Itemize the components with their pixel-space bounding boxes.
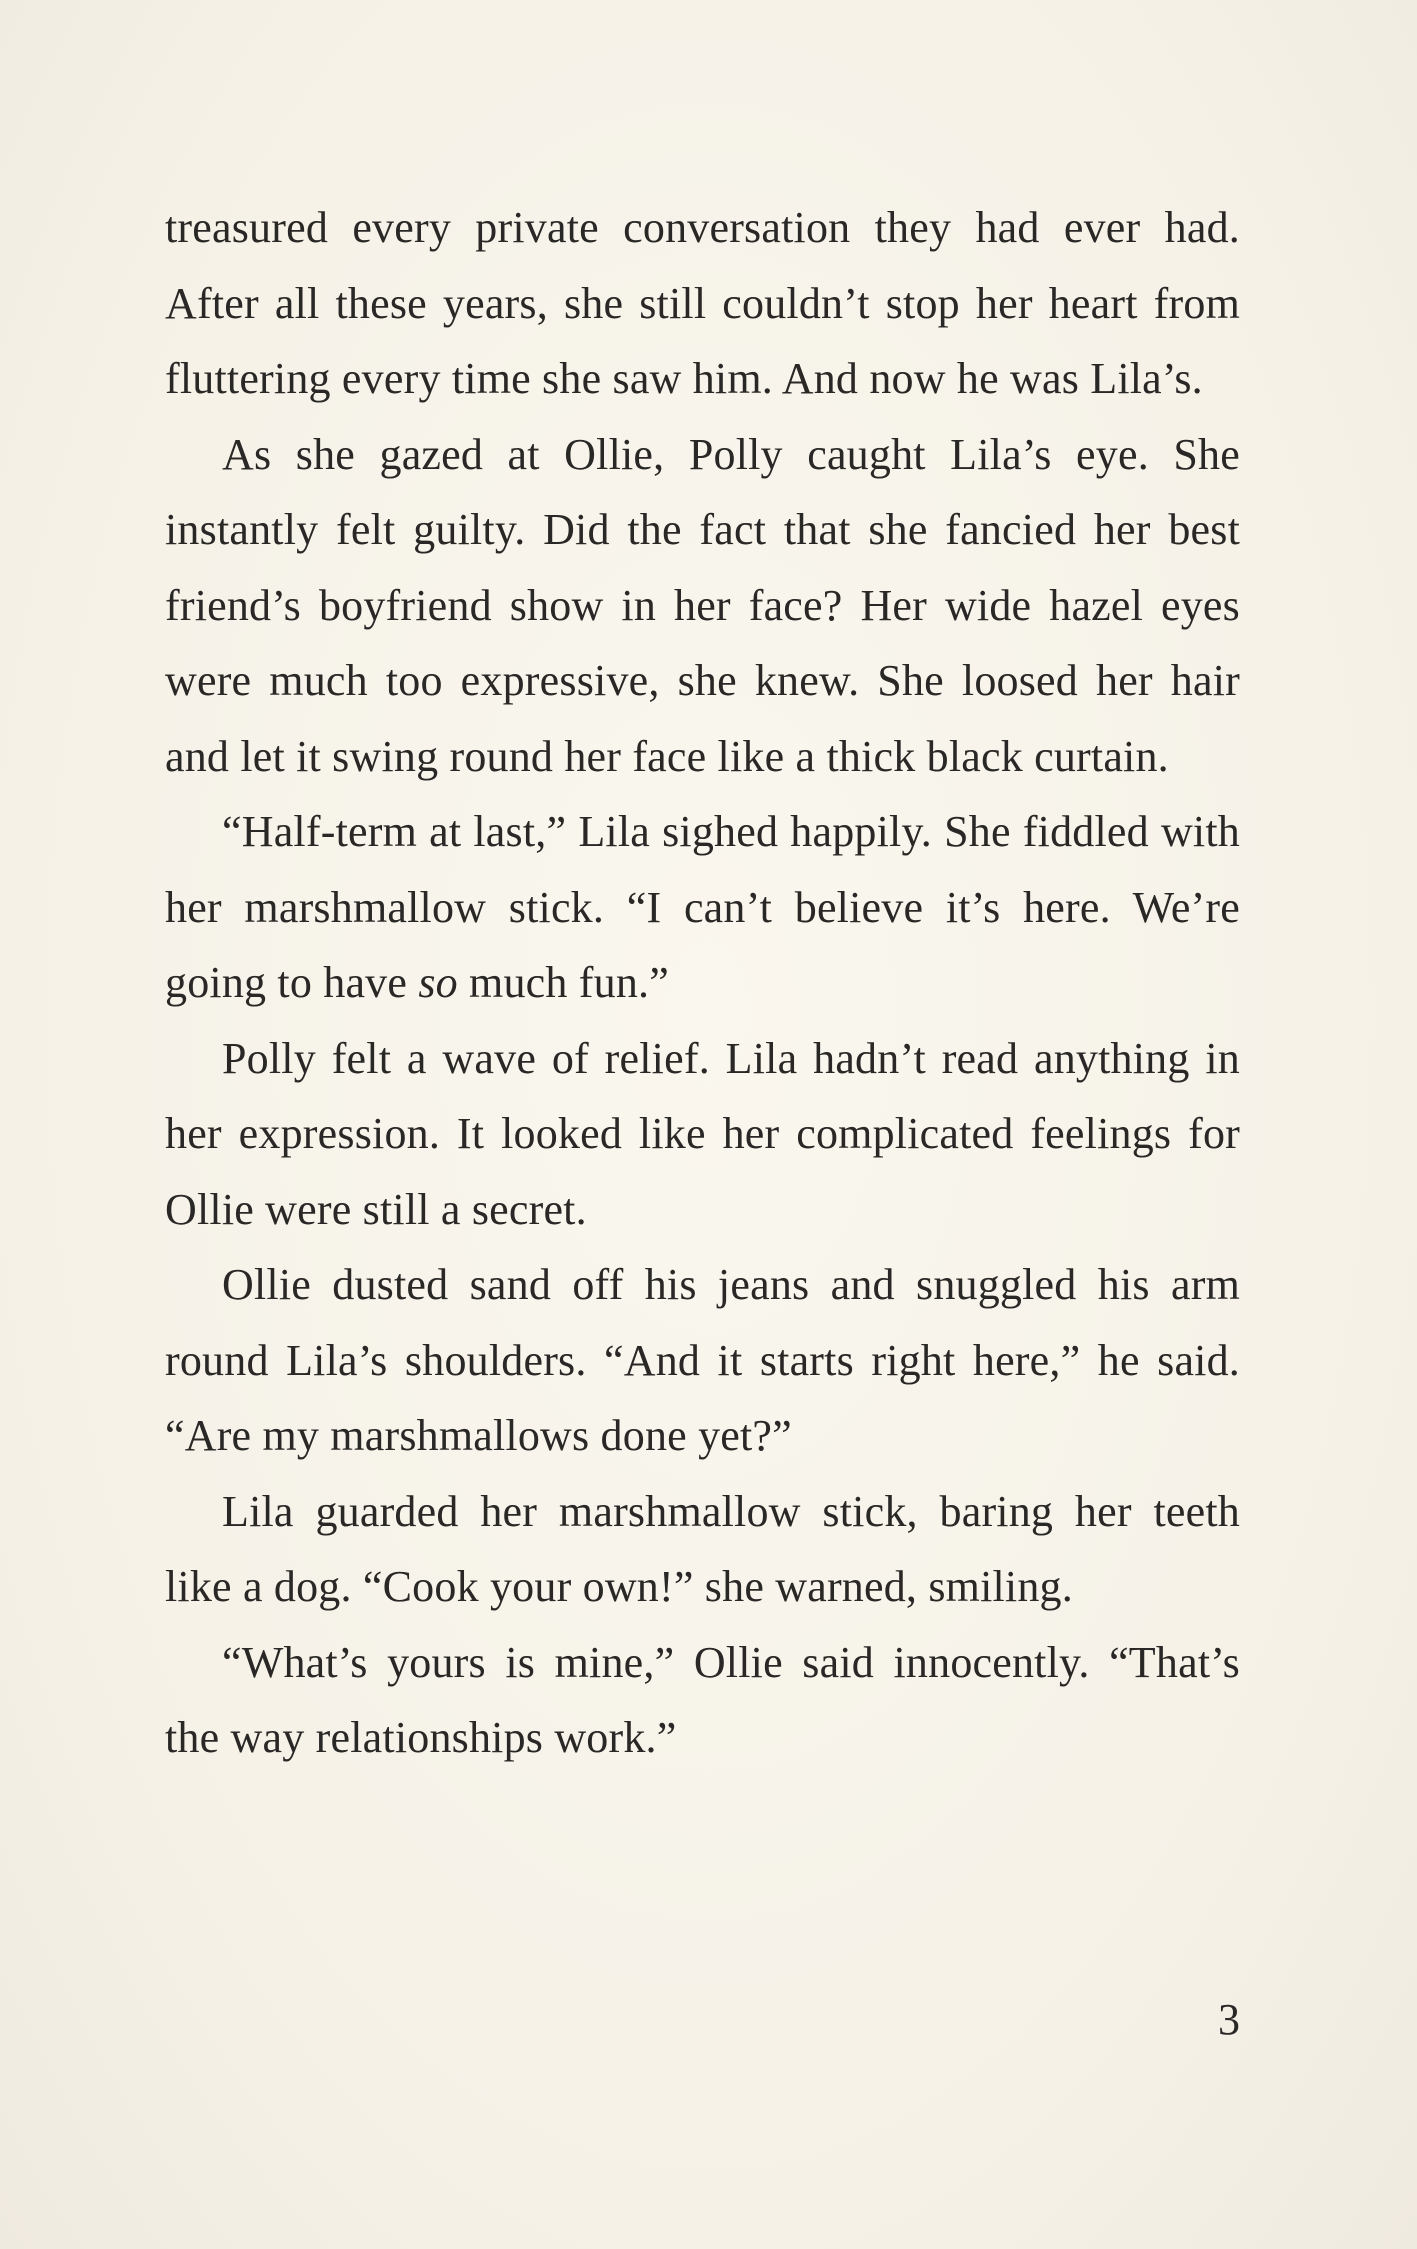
paragraph-3 (165, 794, 1240, 1021)
italic-emphasis: so (418, 958, 458, 1007)
paragraph-text: Ollie dusted sand off his jeans and snuggled his arm round Lila’s shoulders. “And it starts right here,” he said. “Are my marshmallows done yet?” (165, 1260, 1240, 1460)
paragraph-text: Lila guarded her marshmallow stick, baring her teeth like a dog. “Cook your own!” she warned, smiling. (165, 1486, 1240, 1611)
paragraph-text: treasured every private conversation they had ever had. After all these years, she still couldn’t stop her heart from fluttering every time she saw him. And now he was Lila’s. (165, 203, 1240, 403)
paragraph-2 (165, 417, 1240, 795)
paragraph-7 (165, 1625, 1240, 1776)
body-text (165, 190, 1240, 1776)
paragraph-4 (165, 1021, 1240, 1248)
paragraph-1 (165, 190, 1240, 417)
paragraph-text: much fun.” (457, 958, 669, 1007)
paragraph-5 (165, 1247, 1240, 1474)
paragraph-text: Polly felt a wave of relief. Lila hadn’t read anything in her expression. It looked like her complicated feelings for Ollie were still a secret. (165, 1033, 1240, 1234)
paragraph-6 (165, 1474, 1240, 1625)
paragraph-text: “Half-term at last,” Lila sighed happily. She fiddled with her marshmallow stick. “I can’t believe it’s here. We’re going to have (165, 807, 1240, 1007)
paragraph-text: “What’s yours is mine,” Ollie said innocently. “That’s the way relationships work.” (165, 1637, 1240, 1762)
page-number: 3 (1218, 1995, 1240, 2044)
paragraph-text: As she gazed at Ollie, Polly caught Lila’s eye. She instantly felt guilty. Did the fact that she fancied her best friend’s boyfriend show in her face? Her wide hazel eyes were much too expressive, she knew. She loosed her hair and let it swing round her face like a thick black curtain. (165, 429, 1240, 781)
